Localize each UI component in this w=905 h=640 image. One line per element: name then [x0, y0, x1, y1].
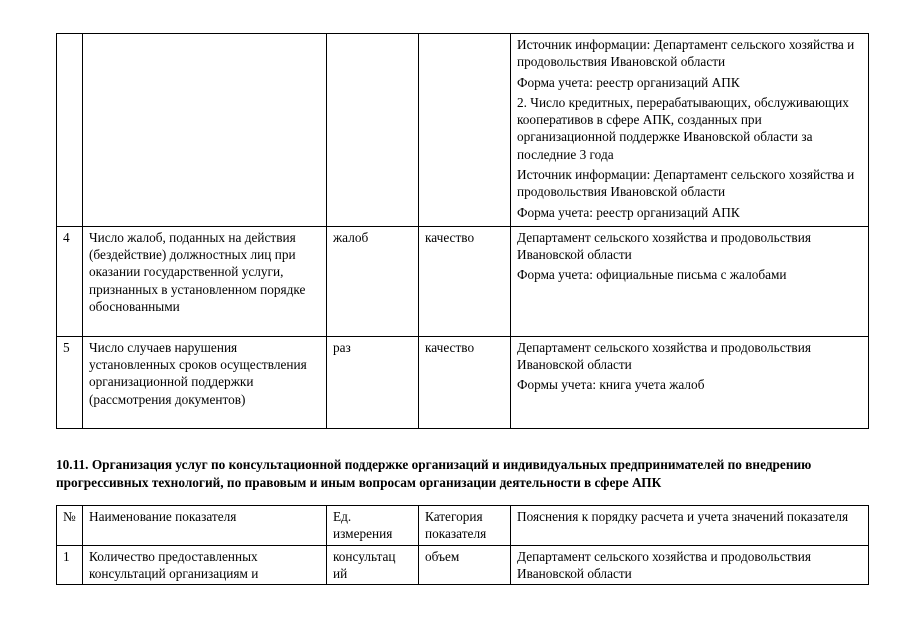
- header-category: Категория показателя: [419, 506, 511, 546]
- note-source: Источник информации: Департамент сельского хозяйства и продовольствия Ивановской области: [517, 37, 855, 70]
- cell-notes: [511, 226, 869, 336]
- table-row: [57, 336, 869, 428]
- note-form: Форма учета: реестр организаций АПК: [517, 204, 740, 220]
- note-indicator: 2. Число кредитных, перерабатывающих, обслуживающих кооперативов в сфере АПК, созданных при организационной поддержке Ивановской области за последние 3 года: [517, 94, 849, 162]
- cell-category: качество: [419, 226, 511, 336]
- cell-unit: жалоб: [327, 226, 419, 336]
- cell-category: качество: [419, 336, 511, 428]
- cell-num: 1: [57, 545, 83, 585]
- table-row: [57, 34, 869, 227]
- note-source: Департамент сельского хозяйства и продовольствия Ивановской области: [517, 229, 811, 263]
- cell-num: 4: [57, 226, 83, 336]
- note-source: Департамент сельского хозяйства и продовольствия Ивановской области: [517, 339, 811, 373]
- table-row: [57, 226, 869, 336]
- cell-unit: [327, 34, 419, 227]
- cell-notes: [511, 336, 869, 428]
- header-notes: Пояснения к порядку расчета и учета значений показателя: [511, 506, 869, 546]
- cell-notes: Департамент сельского хозяйства и продовольствия Ивановской области: [511, 545, 869, 585]
- cell-name: [83, 34, 327, 227]
- table-header-row: [57, 506, 869, 546]
- header-name: Наименование показателя: [83, 506, 327, 546]
- note-form: Форма учета: реестр организаций АПК: [517, 74, 740, 90]
- header-num: №: [57, 506, 83, 546]
- note-form: Форма учета: официальные письма с жалобами: [517, 267, 787, 283]
- cell-category: объем: [419, 545, 511, 585]
- cell-notes: [511, 34, 869, 227]
- note-form: Формы учета: книга учета жалоб: [517, 377, 705, 393]
- cell-name: Количество предоставленных консультаций организациям и: [83, 545, 327, 585]
- indicators-table-continued: [56, 33, 869, 429]
- cell-unit: раз: [327, 336, 419, 428]
- cell-unit: консультац ий: [327, 545, 419, 585]
- cell-num: 5: [57, 336, 83, 428]
- header-unit: Ед. измерения: [327, 506, 419, 546]
- cell-name: Число случаев нарушения установленных сроков осуществления организационной поддержки (рассмотрения документов): [83, 336, 327, 428]
- cell-num: [57, 34, 83, 227]
- table-row: [57, 545, 869, 585]
- indicators-table: [56, 505, 869, 585]
- section-heading: 10.11. Организация услуг по консультационной поддержке организаций и индивидуальных предпринимателей по внедрению прогрессивных технологий, по правовым и иным вопросам организации деятельности в сфере АПК: [56, 457, 812, 490]
- cell-name: Число жалоб, поданных на действия (бездействие) должностных лиц при оказании государственной услуги, признанных в установленном порядке обоснованными: [83, 226, 327, 336]
- cell-category: [419, 34, 511, 227]
- note-source: Источник информации: Департамент сельского хозяйства и продовольствия Ивановской области: [517, 166, 855, 200]
